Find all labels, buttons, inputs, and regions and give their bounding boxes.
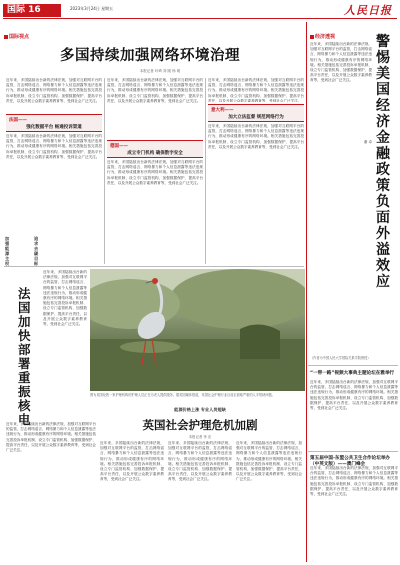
right-brief-text-1: 近年来，多国陆续出台新的法律法规，加强对互联网平台的监管，打击网络谣言、网络暴力和个人信息泄露等违法违规行为，推动形成健康有序的网络环境。相关措施包括完善投诉举报机制、设立专门监管机构、加强数据保护、提高平台责任，以及开展公众数字素养教育等，受到社会广泛关注。 bbox=[310, 380, 398, 411]
right-divider bbox=[308, 365, 398, 366]
header-rule bbox=[3, 18, 397, 19]
right-column-tag: 经济透视 bbox=[310, 33, 335, 40]
right-divider bbox=[308, 451, 398, 452]
left-story-col-a: 近年来，多国陆续出台新的法律法规，加强对互联网平台的监管，打击网络谣言、网络暴力和个人信息泄露等违法违规行为，推动形成健康有序的网络环境。相关措施包括完善投诉举报机制、设立专门监管机构、加强数据保护、提高平台责任，以及开展公众数字素养教育等，受到社会广泛关注。 bbox=[43, 270, 87, 327]
bottom-story-col2: 近年来，多国陆续出台新的法律法规，加强对互联网平台的监管，打击网络谣言、网络暴力和个人信息泄露等违法违规行为，推动形成健康有序的网络环境。相关措施包括完善投诉举报机制、设立专门监管机构、加强数据保护、提高平台责任，以及开展公众数字素养教育等，受到社会广泛关注。 bbox=[168, 441, 232, 482]
left-story-kicker-b: 追求去碳目标 bbox=[34, 236, 39, 266]
top-story-col2-p2: 近年来，多国陆续出台新的法律法规，加强对互联网平台的监管，打击网络谣言、网络暴力和个人信息泄露等违法违规行为，推动形成健康有序的网络环境。相关措施包括完善投诉举报机制、设立专门监管机构、加强数据保护、提高平台责任，以及开展公众数字素养教育等，受到社会广泛关注。 bbox=[107, 160, 203, 185]
issue-date: 2023年3月24日 星期五 bbox=[70, 6, 114, 11]
right-brief-head-1: “一带一路”视频大事典主题论坛在雅举行 bbox=[310, 371, 395, 376]
bottom-story-title: 英国社会护理危机加剧 bbox=[142, 418, 258, 432]
top-story-byline: 本报记者 叶琦 刘 刚 杨 明 bbox=[139, 69, 181, 73]
bottom-story-byline: 本报记者 李 应 bbox=[188, 435, 212, 439]
bottom-story-col1: 近年来，多国陆续出台新的法律法规，加强对互联网平台的监管，打击网络谣言、网络暴力和个人信息泄露等违法违规行为，推动形成健康有序的网络环境。相关措施包括完善投诉举报机制、设立专门监管机构、加强数据保护、提高平台责任，以及开展公众数字素养教育等，受到社会广泛关注。 bbox=[100, 441, 164, 482]
bottom-story-kicker: 能源价格上涨 专业人员短缺 bbox=[174, 407, 226, 412]
page-header bbox=[0, 0, 400, 28]
top-story-col3-p2: 近年来，多国陆续出台新的法律法规，加强对互联网平台的监管，打击网络谣言、网络暴力和个人信息泄露等违法违规行为，推动形成健康有序的网络环境。相关措施包括完善投诉举报机制、设立专门监管机构、加强数据保护、提高平台责任，以及开展公众数字素养教育等，受到社会广泛关注。 bbox=[208, 124, 304, 149]
top-story-col1-p2: 近年来，多国陆续出台新的法律法规，加强对互联网平台的监管，打击网络谣言、网络暴力和个人信息泄露等违法违规行为，推动形成健康有序的网络环境。相关措施包括完善投诉举报机制、设立专门监管机构、加强数据保护、提高平台责任，以及开展公众数字素养教育等，受到社会广泛关注。 bbox=[6, 134, 102, 159]
right-column-title: 警惕美国经济金融政策负面外溢效应 bbox=[376, 34, 390, 290]
photo-scene-graphic bbox=[90, 269, 305, 391]
top-story-title: 多国持续加强网络环境治理 bbox=[60, 48, 240, 64]
right-brief-text-2: 近年来，多国陆续出台新的法律法规，加强对互联网平台的监管，打击网络谣言、网络暴力和个人信息泄露等违法违规行为，推动形成健康有序的网络环境。相关措施包括完善投诉举报机制、设立专门监管机构、加强数据保护、提高平台责任，以及开展公众数字素养教育等，受到社会广泛关注。 bbox=[310, 466, 398, 497]
column-divider bbox=[205, 78, 206, 264]
tag-square-icon bbox=[4, 35, 8, 39]
top-story-col2-p1: 近年来，多国陆续出台新的法律法规，加强对互联网平台的监管，打击网络谣言、网络暴力和个人信息泄露等违法违规行为，推动形成健康有序的网络环境。相关措施包括完善投诉举报机制、设立专门监管机构、加强数据保护、提高平台责任，以及开展公众数字素养教育等，受到社会广泛关注。 bbox=[107, 78, 203, 103]
top-story-tag: 国际视点 bbox=[4, 33, 29, 40]
top-story-box-germany: 德国—— 成立专门机构 确保数字安全 bbox=[107, 140, 203, 158]
top-story-box-italy: 意大利—— 加大立法监督 规范网络行为 bbox=[208, 104, 304, 122]
right-column-author-note: （作者为中国人民大学国际关系学院教授） bbox=[310, 356, 371, 360]
right-column-text: 近年来，多国陆续出台新的法律法规，加强对互联网平台的监管，打击网络谣言、网络暴力和个人信息泄露等违法违规行为，推动形成健康有序的网络环境。相关措施包括完善投诉举报机制、设立专门监管机构、加强数据保护、提高平台责任，以及开展公众数字素养教育等，受到社会广泛关注。 bbox=[310, 42, 372, 83]
left-story-col-b: 近年来，多国陆续出台新的法律法规，加强对互联网平台的监管，打击网络谣言、网络暴力和个人信息泄露等违法违规行为，推动形成健康有序的网络环境。相关措施包括完善投诉举报机制、设立专门监管机构、加强数据保护、提高平台责任，以及开展公众数字素养教育等，受到社会广泛关注。 bbox=[6, 422, 96, 453]
tag-square-icon bbox=[310, 35, 314, 39]
right-column-byline: 谢 卓 bbox=[364, 140, 372, 144]
right-brief-head-2: 第五届中国-东盟公共卫生合作论坛举办（中英文版）——澳门峰会 bbox=[310, 456, 391, 467]
top-story-col3-p1: 近年来，多国陆续出台新的法律法规，加强对互联网平台的监管，打击网络谣言、网络暴力和个人信息泄露等违法违规行为，推动形成健康有序的网络环境。相关措施包括完善投诉举报机制、设立专门监管机构、加强数据保护、提高平台责任，以及开展公众数字素养教育等，受到社会广泛关注。 bbox=[208, 78, 304, 102]
top-story-box-france: 法国—— 强化数据平台 畅通投诉渠道 bbox=[6, 114, 102, 132]
photo-caption: 图为英国伦敦一家护理机构的护理人员正在为老人提供服务。据英国媒体报道，英国社会护理行业目前正面临严重的人手短缺问题。 bbox=[90, 393, 275, 397]
left-story-title: 法国加快部署重振核电 bbox=[18, 286, 31, 427]
news-photo bbox=[90, 269, 305, 391]
column-divider bbox=[104, 78, 105, 264]
section-divider bbox=[4, 266, 304, 267]
section-label: 国际 16 bbox=[3, 4, 61, 17]
left-story-kicker-a: 加强能源主权 bbox=[5, 236, 10, 266]
masthead-logo: 人民日报 bbox=[344, 4, 392, 17]
right-column-rule bbox=[306, 22, 307, 562]
bottom-story-col3: 近年来，多国陆续出台新的法律法规，加强对互联网平台的监管，打击网络谣言、网络暴力和个人信息泄露等违法违规行为，推动形成健康有序的网络环境。相关措施包括完善投诉举报机制、设立专门监管机构、加强数据保护、提高平台责任，以及开展公众数字素养教育等，受到社会广泛关注。 bbox=[236, 441, 302, 482]
top-story-col1-p1: 近年来，多国陆续出台新的法律法规，加强对互联网平台的监管，打击网络谣言、网络暴力和个人信息泄露等违法违规行为，推动形成健康有序的网络环境。相关措施包括完善投诉举报机制、设立专门监管机构、加强数据保护、提高平台责任，以及开展公众数字素养教育等，受到社会广泛关注。 bbox=[6, 78, 102, 103]
